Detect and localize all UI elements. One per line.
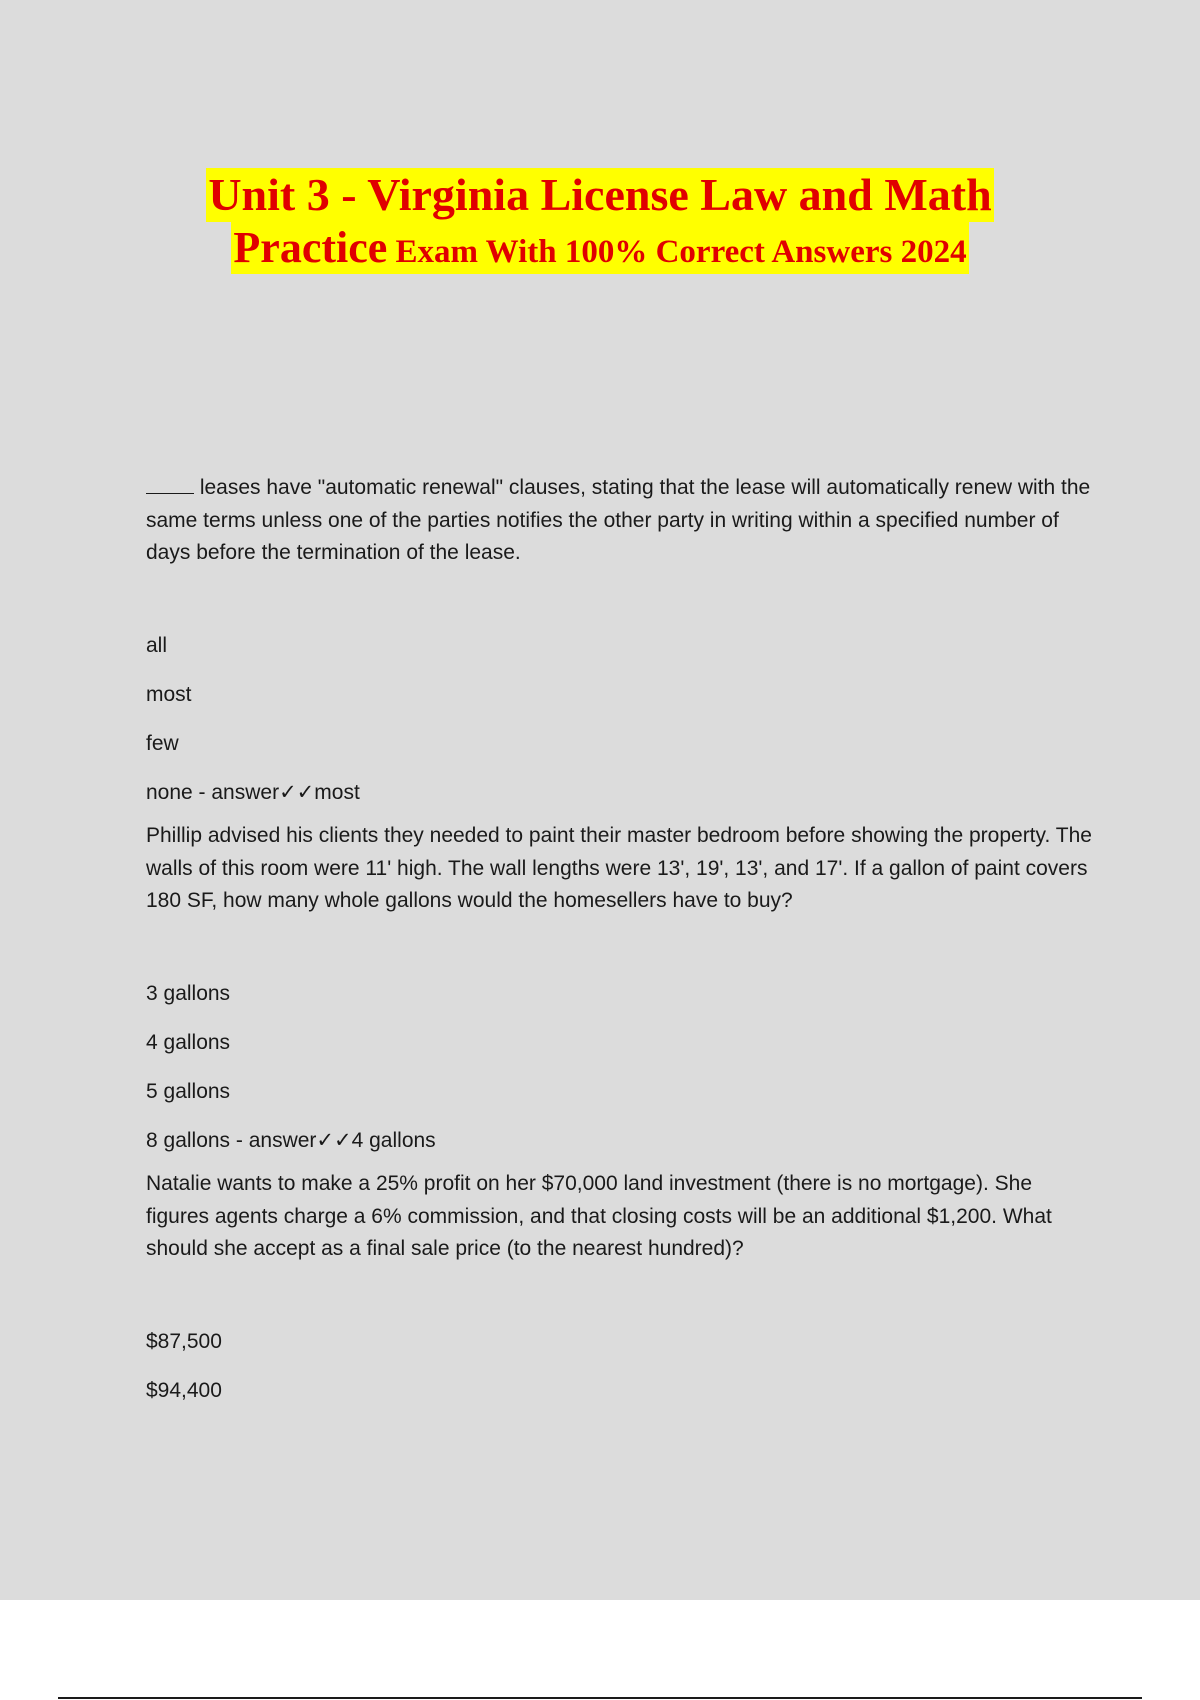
question-1-text: leases have "automatic renewal" clauses, stating that the lease will automatically renew with the same terms unless one of the parties notifies the other party in writing within a specified number of days before the termination of the lease. xyxy=(146,472,1096,570)
footer-divider xyxy=(58,1697,1142,1699)
question-1-answer: none - answer✓✓most xyxy=(146,780,360,804)
title-line-1: Unit 3 - Virginia License Law and Math xyxy=(206,168,993,222)
question-3-text: Natalie wants to make a 25% profit on her $70,000 land investment (there is no mortgage). She figures agents charge a 6% commission, and that closing costs will be an additional $1,200. What should she accept as a final sale price (to the nearest hundred)? xyxy=(146,1172,1052,1260)
question-2-option: 4 gallons xyxy=(146,1030,231,1054)
questions-list xyxy=(146,472,1096,1424)
question-3-option: $87,500 xyxy=(146,1329,222,1353)
document-title xyxy=(0,168,1200,274)
title-line-2-small: Exam With 100% Correct Answers 2024 xyxy=(387,234,967,271)
question-2-option: 5 gallons xyxy=(146,1079,231,1103)
question-1-option: most xyxy=(146,682,192,706)
question-2-option: 3 gallons xyxy=(146,981,231,1005)
question-1-option: few xyxy=(146,731,179,755)
question-3-option: $94,400 xyxy=(146,1378,222,1402)
fill-in-blank xyxy=(146,473,194,494)
title-line-2 xyxy=(231,222,968,274)
question-2-answer: 8 gallons - answer✓✓4 gallons xyxy=(146,1128,436,1152)
question-1-option: all xyxy=(146,633,168,657)
title-line-2-big: Practice xyxy=(233,223,388,273)
question-2-text: Phillip advised his clients they needed to paint their master bedroom before showing the property. The walls of this room were 11' high. The wall lengths were 13', 19', 13', and 17'. If a gallon of paint covers 180 SF, how many whole gallons would the homesellers have to buy? xyxy=(146,824,1092,912)
